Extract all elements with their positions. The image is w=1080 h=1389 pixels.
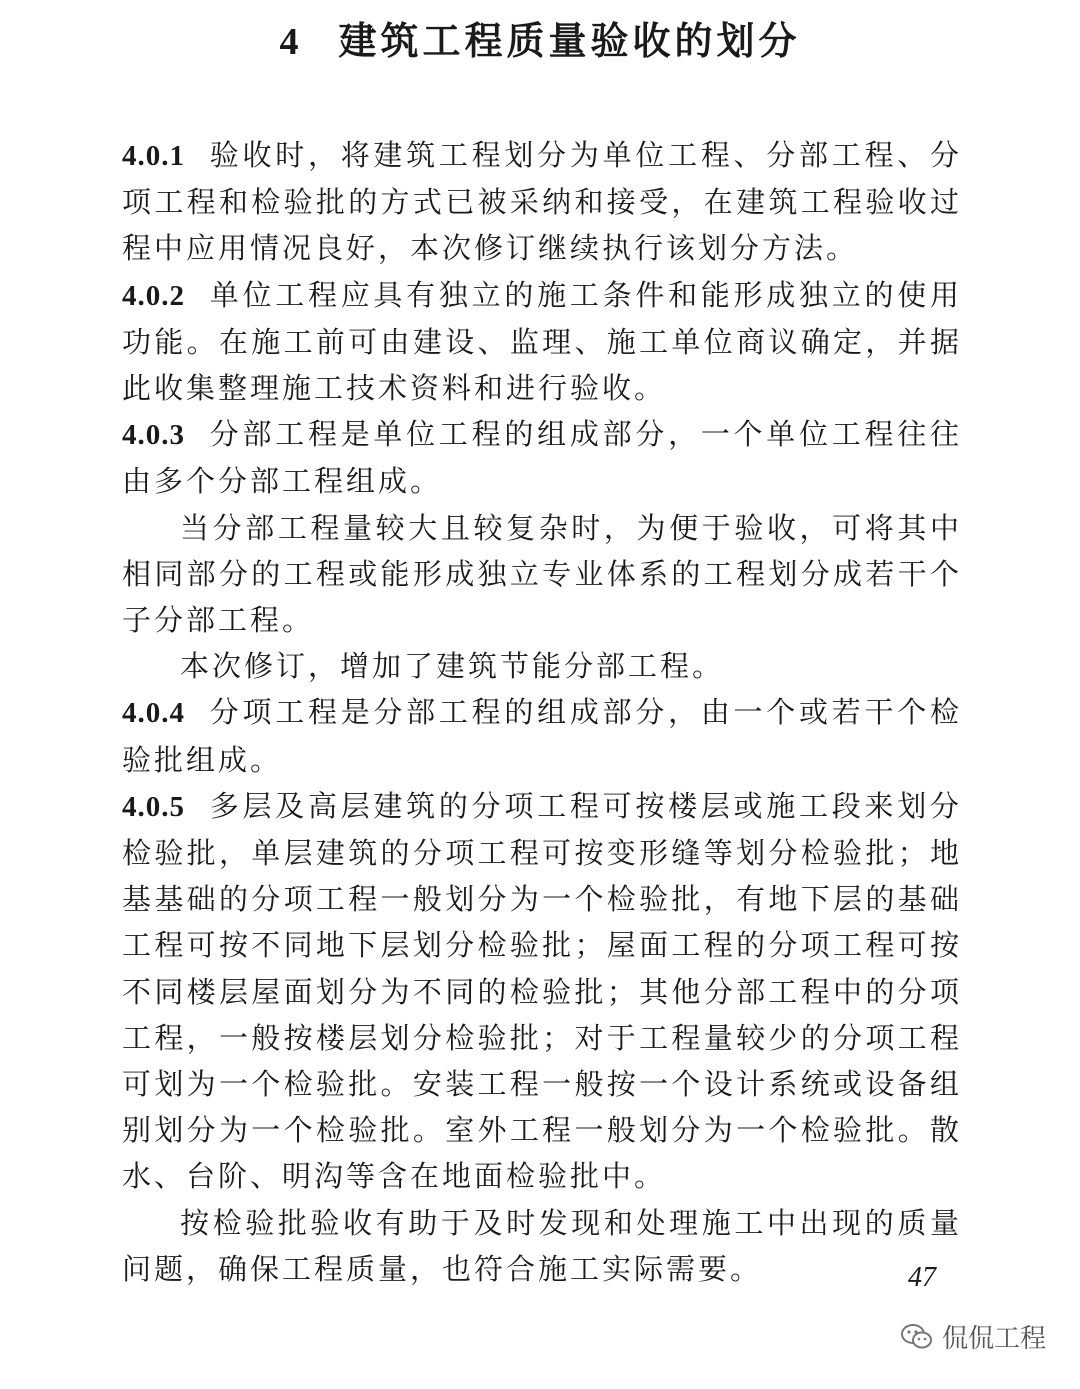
chapter-number: 4 xyxy=(279,21,303,63)
clause-4-0-5 xyxy=(122,783,962,1200)
clause-4-0-5-paragraph-1: 按检验批验收有助于及时发现和处理施工中出现的质量问题，确保工程质量，也符合施工实际需要。 xyxy=(122,1205,962,1286)
chapter-title-text: 建筑工程质量验收的划分 xyxy=(338,19,801,63)
chapter-title xyxy=(0,10,1080,65)
clause-number: 4.0.2 xyxy=(122,279,185,312)
clause-number: 4.0.1 xyxy=(122,140,185,172)
clause-4-0-3-paragraph-1: 当分部工程量较大且较复杂时，为便于验收，可将其中相同部分的工程或能形成独立专业体系的工程划分成若干个子分部工程。 xyxy=(122,510,962,638)
clause-4-0-3-paragraph-2: 本次修订，增加了建筑节能分部工程。 xyxy=(180,649,725,684)
page-number: 47 xyxy=(908,1262,936,1293)
watermark-text: 侃侃工程 xyxy=(942,1324,1047,1354)
clause-4-0-1 xyxy=(122,132,962,272)
document-body xyxy=(122,132,962,1292)
clause-text: 分项工程是分部工程的组成部分，由一个或若干个检验批组成。 xyxy=(122,695,962,777)
clause-text: 单位工程应具有独立的施工条件和能形成独立的使用功能。在施工前可由建设、监理、施工单位商议确定，并据此收集整理施工技术资料和进行验收。 xyxy=(122,277,962,406)
clause-text: 分部工程是单位工程的组成部分，一个单位工程往往由多个分部工程组成。 xyxy=(122,417,962,499)
clause-4-0-3 xyxy=(122,411,962,504)
clause-number: 4.0.3 xyxy=(122,419,185,452)
clause-number: 4.0.4 xyxy=(122,697,185,730)
clause-text: 多层及高层建筑的分项工程可按楼层或施工段来划分检验批，单层建筑的分项工程可按变形缝等划分检验批；地基基础的分项工程一般划分为一个检验批，有地下层的基础工程可按不同地下层划分检验批；屋面工程的分项工程可按不同楼层屋面划分为不同的检验批；其他分部工程中的分项工程，一般按楼层划分检验批；对于工程量较少的分项工程可划为一个检验批。安装工程一般按一个设计系统或设备组别划分为一个检验批。室外工程一般划分为一个检验批。散水、台阶、明沟等含在地面检验批中。 xyxy=(122,788,962,1194)
clause-4-0-2 xyxy=(122,272,962,412)
clause-text: 验收时，将建筑工程划分为单位工程、分部工程、分项工程和检验批的方式已被采纳和接受，在建筑工程验收过程中应用情况良好，本次修订继续执行该划分方法。 xyxy=(122,138,962,266)
wechat-icon xyxy=(900,1322,934,1352)
clause-4-0-4 xyxy=(122,689,962,782)
clause-number: 4.0.5 xyxy=(122,790,185,823)
account-watermark xyxy=(900,1318,1046,1355)
